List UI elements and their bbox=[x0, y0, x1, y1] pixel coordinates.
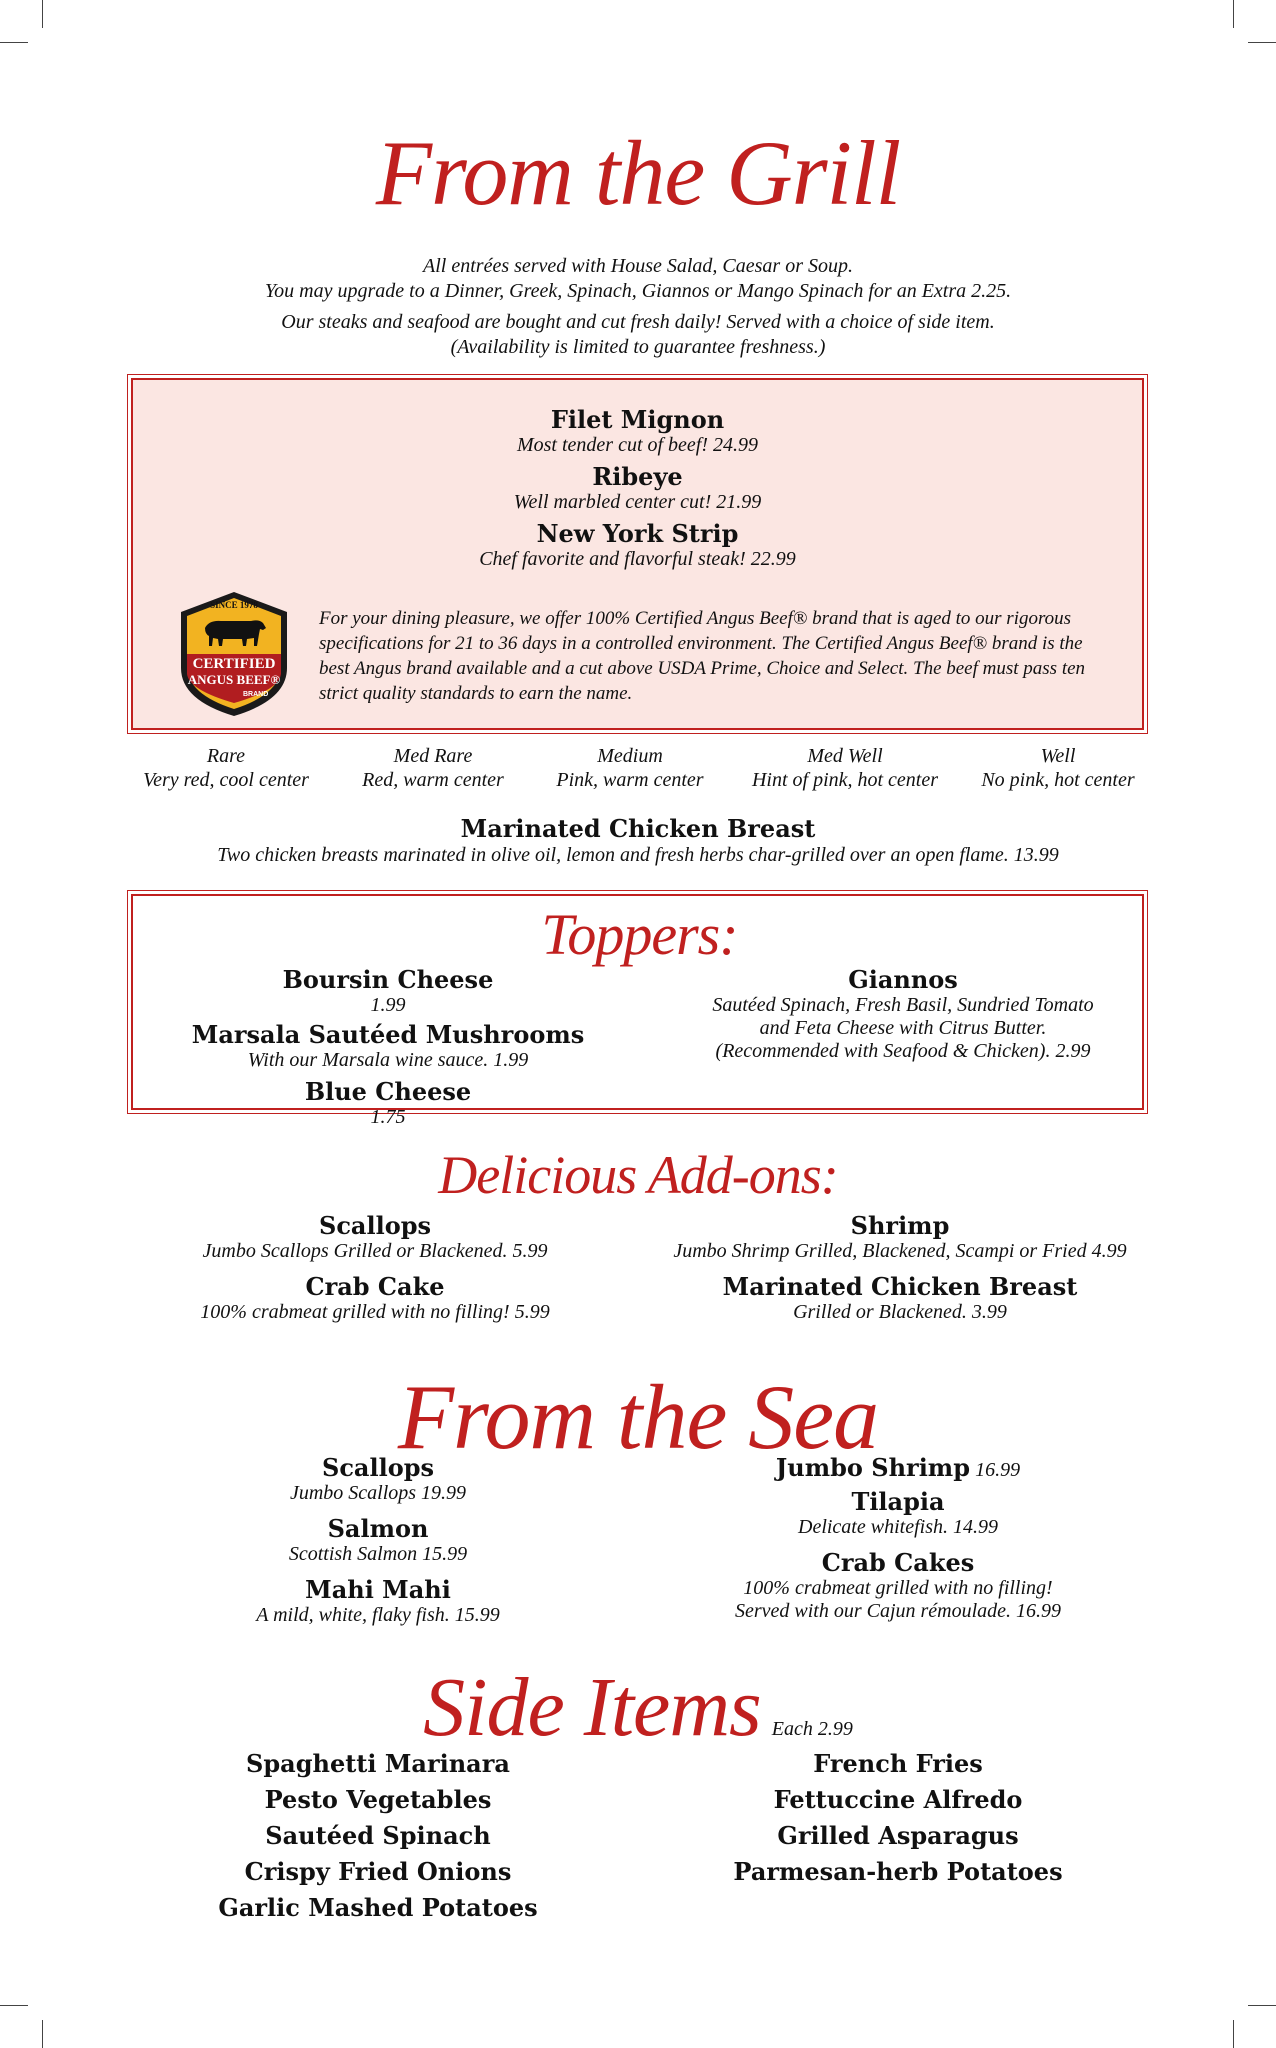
logo-line1: CERTIFIED bbox=[192, 656, 276, 672]
doneness-level bbox=[745, 744, 945, 792]
addons-right bbox=[660, 1212, 1140, 1334]
toppers-box bbox=[131, 894, 1144, 1128]
crop-mark bbox=[0, 42, 28, 43]
menu-item bbox=[175, 1273, 575, 1324]
item-name: Ribeye bbox=[592, 462, 683, 491]
menu-item bbox=[133, 520, 1142, 571]
steak-list bbox=[133, 406, 1142, 581]
doneness-name: Med Well bbox=[807, 745, 883, 767]
sea-left bbox=[178, 1454, 578, 1637]
item-description: Jumbo Shrimp Grilled, Blackened, Scampi or Fried 4.99 bbox=[673, 1240, 1127, 1262]
menu-item bbox=[660, 1212, 1140, 1263]
item-name: Marinated Chicken Breast bbox=[460, 814, 816, 843]
item-description: 100% crabmeat grilled with no filling! 5.99 bbox=[200, 1301, 550, 1323]
menu-item bbox=[133, 406, 1142, 457]
crop-mark bbox=[0, 2005, 28, 2006]
doneness-description: Pink, warm center bbox=[556, 769, 704, 791]
item-name: Marinated Chicken Breast bbox=[722, 1272, 1078, 1301]
crop-mark bbox=[1233, 2020, 1234, 2048]
logo-since: SINCE 1978 bbox=[210, 600, 258, 610]
item-name: Filet Mignon bbox=[550, 405, 725, 434]
item-description: Jumbo Scallops Grilled or Blackened. 5.99 bbox=[202, 1240, 548, 1262]
item-description: Chef favorite and flavorful steak! 22.99 bbox=[479, 548, 796, 570]
item-description: Served with our Cajun rémoulade. 16.99 bbox=[734, 1600, 1062, 1622]
intro-line: (Availability is limited to guarantee freshness.) bbox=[450, 336, 826, 358]
side-item: Grilled Asparagus bbox=[777, 1821, 1019, 1850]
grill-intro bbox=[0, 254, 1276, 360]
sea-title: From the Sea bbox=[397, 1366, 879, 1468]
item-name: Salmon bbox=[327, 1514, 429, 1543]
doneness-level bbox=[958, 744, 1158, 792]
side-item: Garlic Mashed Potatoes bbox=[218, 1893, 538, 1922]
intro-line: Our steaks and seafood are bought and cut fresh daily! Served with a choice of side item. bbox=[281, 311, 995, 333]
item-description: Most tender cut of beef! 24.99 bbox=[516, 434, 759, 456]
item-price: 16.99 bbox=[975, 1459, 1021, 1481]
menu-item bbox=[163, 966, 613, 1017]
toppers-left bbox=[163, 966, 613, 1139]
item-name: Marsala Sautéed Mushrooms bbox=[191, 1020, 585, 1049]
item-description: Delicate whitefish. 14.99 bbox=[798, 1516, 998, 1538]
item-name: Boursin Cheese bbox=[282, 965, 494, 994]
sides-left bbox=[178, 1746, 578, 1926]
steak-box bbox=[131, 378, 1144, 730]
doneness-level bbox=[126, 744, 326, 792]
side-item: Pesto Vegetables bbox=[264, 1785, 492, 1814]
item-description: Scottish Salmon 15.99 bbox=[288, 1543, 468, 1565]
doneness-level bbox=[530, 744, 730, 792]
side-item: Sautéed Spinach bbox=[265, 1821, 491, 1850]
doneness-name: Well bbox=[1040, 745, 1076, 767]
side-item: Parmesan-herb Potatoes bbox=[733, 1857, 1063, 1886]
item-description: 100% crabmeat grilled with no filling! bbox=[743, 1577, 1053, 1599]
sides-right bbox=[698, 1746, 1098, 1890]
item-description: Jumbo Scallops 19.99 bbox=[289, 1482, 467, 1504]
doneness-level bbox=[333, 744, 533, 792]
doneness-description: No pink, hot center bbox=[981, 769, 1135, 791]
doneness-description: Very red, cool center bbox=[143, 769, 309, 791]
doneness-description: Hint of pink, hot center bbox=[751, 769, 939, 791]
item-description: Well marbled center cut! 21.99 bbox=[513, 491, 762, 513]
menu-item bbox=[178, 1515, 578, 1566]
menu-item bbox=[698, 1454, 1098, 1482]
crop-mark bbox=[1248, 42, 1276, 43]
side-item: Fettuccine Alfredo bbox=[773, 1785, 1023, 1814]
item-name: Crab Cake bbox=[305, 1272, 445, 1301]
item-name: Jumbo Shrimp bbox=[775, 1453, 970, 1482]
grill-title: From the Grill bbox=[375, 122, 901, 224]
sides-title: Side Items bbox=[423, 1661, 761, 1754]
angus-note: For your dining pleasure, we offer 100% Certified Angus Beef® brand that is aged to our rigorous specifications for 21 to 36 days in a controlled environment. The Certified Angus Beef® brand is the best Angus brand available and a cut above USDA Prime, Choice and Select. The beef must pass ten strict quality standards to earn the name. bbox=[319, 608, 1086, 704]
menu-item bbox=[698, 1488, 1098, 1539]
item-description: (Recommended with Seafood & Chicken). 2.99 bbox=[715, 1040, 1091, 1062]
menu-item bbox=[133, 463, 1142, 514]
side-item: Spaghetti Marinara bbox=[246, 1749, 510, 1778]
item-name: Shrimp bbox=[850, 1211, 950, 1240]
item-name: Scallops bbox=[321, 1453, 435, 1482]
item-description: Grilled or Blackened. 3.99 bbox=[793, 1301, 1007, 1323]
menu-item bbox=[163, 1021, 613, 1072]
doneness-name: Rare bbox=[206, 745, 246, 767]
item-description: A mild, white, flaky fish. 15.99 bbox=[256, 1604, 500, 1626]
item-name: Mahi Mahi bbox=[305, 1575, 451, 1604]
logo-brand: BRAND bbox=[243, 691, 269, 698]
item-name: New York Strip bbox=[536, 519, 739, 548]
intro-line: You may upgrade to a Dinner, Greek, Spinach, Giannos or Mango Spinach for an Extra 2.25. bbox=[264, 280, 1012, 302]
crop-mark bbox=[42, 0, 43, 28]
certified-angus-beef-logo bbox=[175, 590, 293, 718]
item-name: Blue Cheese bbox=[304, 1077, 472, 1106]
item-name: Giannos bbox=[848, 965, 958, 994]
item-price: 1.75 bbox=[370, 1106, 406, 1128]
sides-heading bbox=[0, 1658, 1276, 1758]
menu-item bbox=[178, 1576, 578, 1627]
crop-mark bbox=[1233, 0, 1234, 28]
menu-item bbox=[178, 1454, 578, 1505]
sea-right bbox=[698, 1454, 1098, 1633]
menu-item bbox=[175, 1212, 575, 1263]
item-name: Scallops bbox=[318, 1211, 432, 1240]
side-item: French Fries bbox=[813, 1749, 983, 1778]
addons-left bbox=[175, 1212, 575, 1334]
crop-mark bbox=[42, 2020, 43, 2048]
chicken-entry bbox=[0, 815, 1276, 867]
doneness-name: Med Rare bbox=[393, 745, 473, 767]
item-price: 1.99 bbox=[370, 994, 406, 1016]
item-description: and Feta Cheese with Citrus Butter. bbox=[759, 1017, 1047, 1039]
side-item: Crispy Fried Onions bbox=[244, 1857, 512, 1886]
item-description: With our Marsala wine sauce. 1.99 bbox=[247, 1049, 529, 1071]
item-name: Crab Cakes bbox=[821, 1548, 975, 1577]
menu-item bbox=[163, 1078, 613, 1129]
crop-mark bbox=[1248, 2005, 1276, 2006]
doneness-name: Medium bbox=[597, 745, 663, 767]
toppers-right bbox=[693, 966, 1113, 1063]
item-description: Two chicken breasts marinated in olive oil, lemon and fresh herbs char-grilled over an open flame. 13.99 bbox=[217, 844, 1059, 866]
intro-line: All entrées served with House Salad, Caesar or Soup. bbox=[423, 255, 853, 277]
toppers-title: Toppers: bbox=[541, 902, 738, 967]
doneness-description: Red, warm center bbox=[362, 769, 504, 791]
item-name: Tilapia bbox=[851, 1487, 945, 1516]
addons-title: Delicious Add-ons: bbox=[438, 1145, 838, 1205]
sides-price-note: Each 2.99 bbox=[771, 1718, 853, 1740]
logo-line2: ANGUS BEEF® bbox=[187, 672, 281, 687]
item-description: Sautéed Spinach, Fresh Basil, Sundried Tomato bbox=[712, 994, 1094, 1016]
menu-item bbox=[698, 1549, 1098, 1623]
menu-item bbox=[660, 1273, 1140, 1324]
